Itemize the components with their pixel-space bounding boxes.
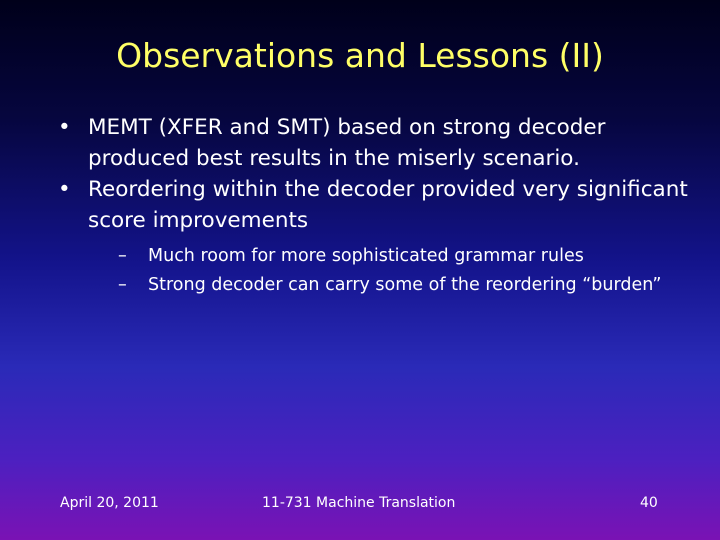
sub-bullet-text: Much room for more sophisticated grammar rules <box>148 246 584 266</box>
bullet-marker: • <box>58 115 71 140</box>
footer-date: April 20, 2011 <box>60 495 159 511</box>
bullet-marker: • <box>58 177 71 202</box>
bullet-item <box>58 174 698 300</box>
sub-bullet-marker: – <box>118 275 127 295</box>
page-number: 40 <box>640 495 658 511</box>
sub-bullet-list <box>88 242 698 300</box>
bullet-item <box>58 112 698 174</box>
sub-bullet-item <box>118 242 698 271</box>
bullet-list <box>58 112 698 300</box>
sub-bullet-item <box>118 271 698 300</box>
slide-title: Observations and Lessons (II) <box>116 36 604 75</box>
sub-bullet-text: Strong decoder can carry some of the reordering “burden” <box>148 275 662 295</box>
bullet-text: MEMT (XFER and SMT) based on strong decoder produced best results in the miserly scenario. <box>88 115 606 171</box>
sub-bullet-marker: – <box>118 246 127 266</box>
bullet-text: Reordering within the decoder provided very significant score improvements <box>88 177 688 233</box>
footer-course: 11-731 Machine Translation <box>262 495 456 511</box>
